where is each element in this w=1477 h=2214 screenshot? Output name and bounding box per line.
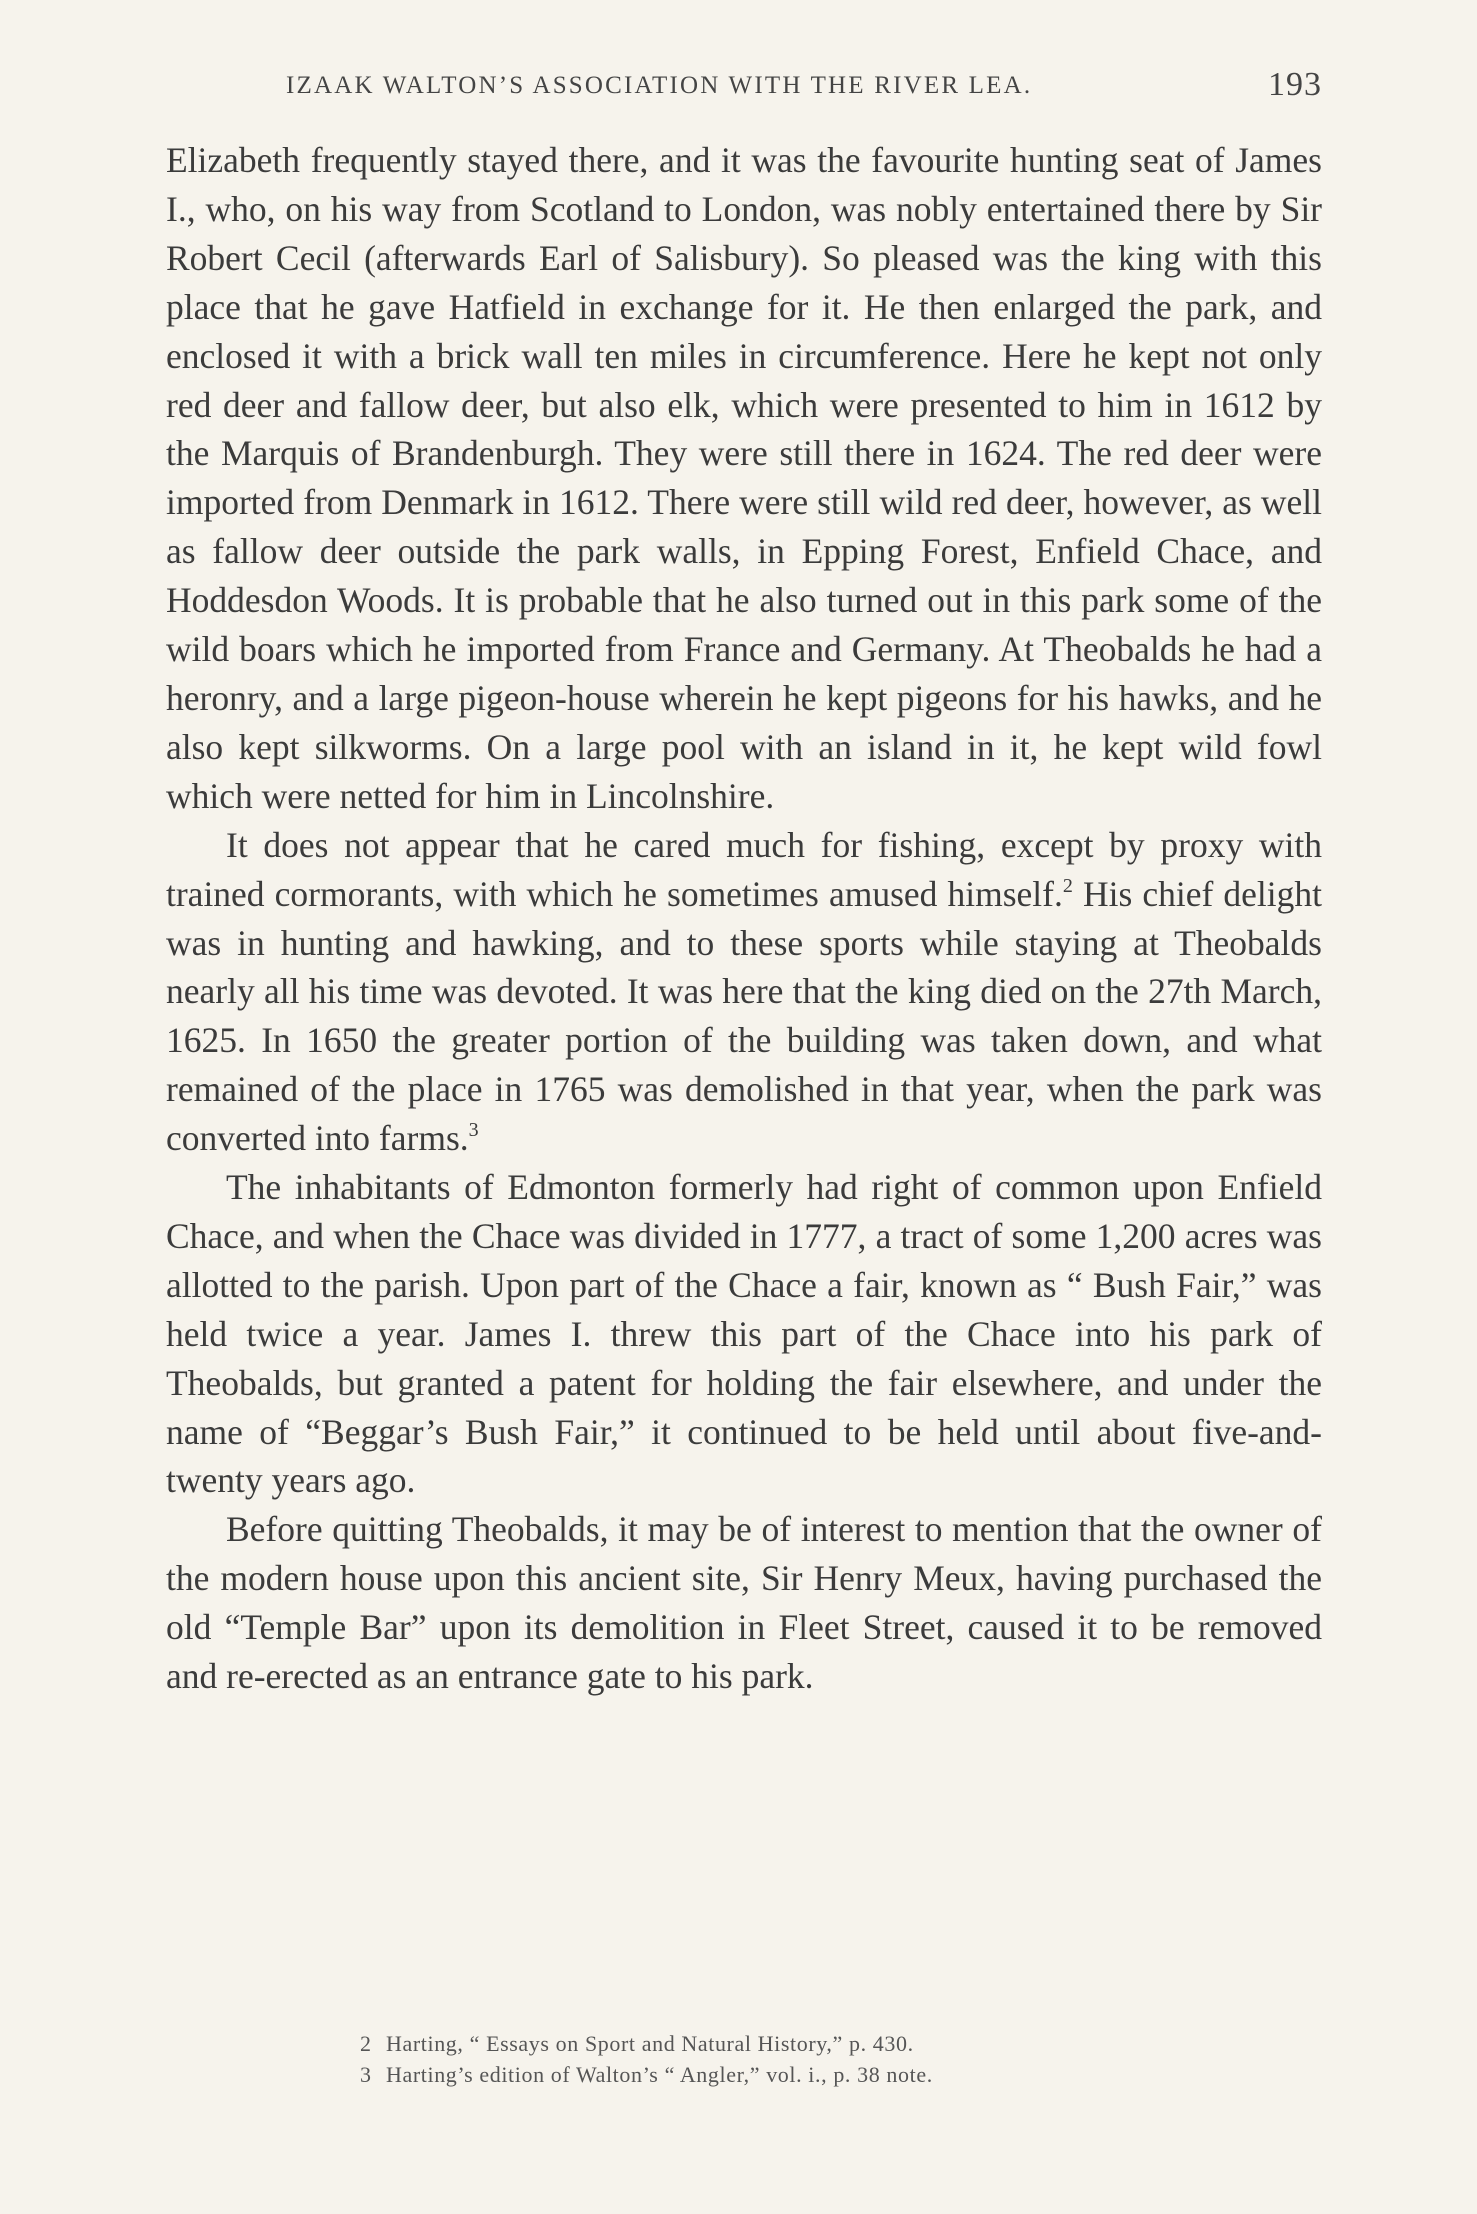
- paragraph-2: [166, 821, 1322, 1163]
- footnote-ref-2: 2: [1062, 874, 1073, 897]
- footnote-3: [360, 2059, 1260, 2090]
- footnote-text: Harting, “ Essays on Sport and Natural History,” p. 430.: [386, 2031, 914, 2056]
- running-head: [166, 62, 1322, 112]
- running-title: IZAAK WALTON’S ASSOCIATION WITH THE RIVER LEA.: [286, 72, 1033, 99]
- footnotes: [360, 2028, 1260, 2090]
- paragraph-2-part-a: It does not appear that he cared much for fishing, except by proxy with trained cormorants, with which he sometimes amused himself.: [166, 824, 1322, 914]
- footnote-text: Harting’s edition of Walton’s “ Angler,” vol. i., p. 38 note.: [386, 2062, 933, 2087]
- footnote-ref-3: 3: [468, 1119, 479, 1142]
- page-number: 193: [1268, 66, 1322, 103]
- footnote-number: 3: [360, 2062, 372, 2087]
- footnote-2: [360, 2028, 1260, 2059]
- paragraph-4: Before quitting Theobalds, it may be of interest to mention that the owner of the modern house upon this ancient site, Sir Henry Meux, having purchased the old “Temple Bar” upon its demolition in Fleet Street, caused it to be removed and re-erected as an entrance gate to his park.: [166, 1509, 1322, 1697]
- footnote-number: 2: [360, 2031, 372, 2056]
- paragraph-1: Elizabeth frequently stayed there, and it was the favourite hunting seat of James I., who, on his way from Scotland to London, was nobly entertained there by Sir Robert Cecil (afterwards Earl of Salisbury). So pleased was the king with this place that he gave Hatfield in exchange for it. He then enlarged the park, and enclosed it with a brick wall ten miles in circumference. Here he kept not only red deer and fallow deer, but also elk, which were presented to him in 1612 by the Marquis of Brandenburgh. They were still there in 1624. The red deer were imported from Denmark in 1612. There were still wild red deer, however, as well as fallow deer outside the park walls, in Epping Forest, Enfield Chace, and Hoddesdon Woods. It is probable that he also turned out in this park some of the wild boars which he imported from France and Germany. At Theobalds he had a heronry, and a large pigeon-house wherein he kept pigeons for his hawks, and he also kept silkworms. On a large pool with an island in it, he kept wild fowl which were netted for him in Lincolnshire.: [166, 140, 1322, 816]
- paragraph-2-part-b: His chief delight was in hunting and hawking, and to these sports while staying at Theobalds nearly all his time was devoted. It was here that the king died on the 27th March, 1625. In 1650 the greater portion of the building was taken down, and what remained of the place in 1765 was demolished in that year, when the park was converted into farms.: [166, 873, 1323, 1159]
- body-text: [166, 136, 1322, 1701]
- paragraph-3: The inhabitants of Edmonton formerly had right of common upon Enfield Chace, and when the Chace was divided in 1777, a tract of some 1,200 acres was allotted to the parish. Upon part of the Chace a fair, known as “ Bush Fair,” was held twice a year. James I. threw this part of the Chace into his park of Theobalds, but granted a patent for holding the fair elsewhere, and under the name of “Beggar’s Bush Fair,” it continued to be held until about five-and-twenty years ago.: [166, 1167, 1322, 1501]
